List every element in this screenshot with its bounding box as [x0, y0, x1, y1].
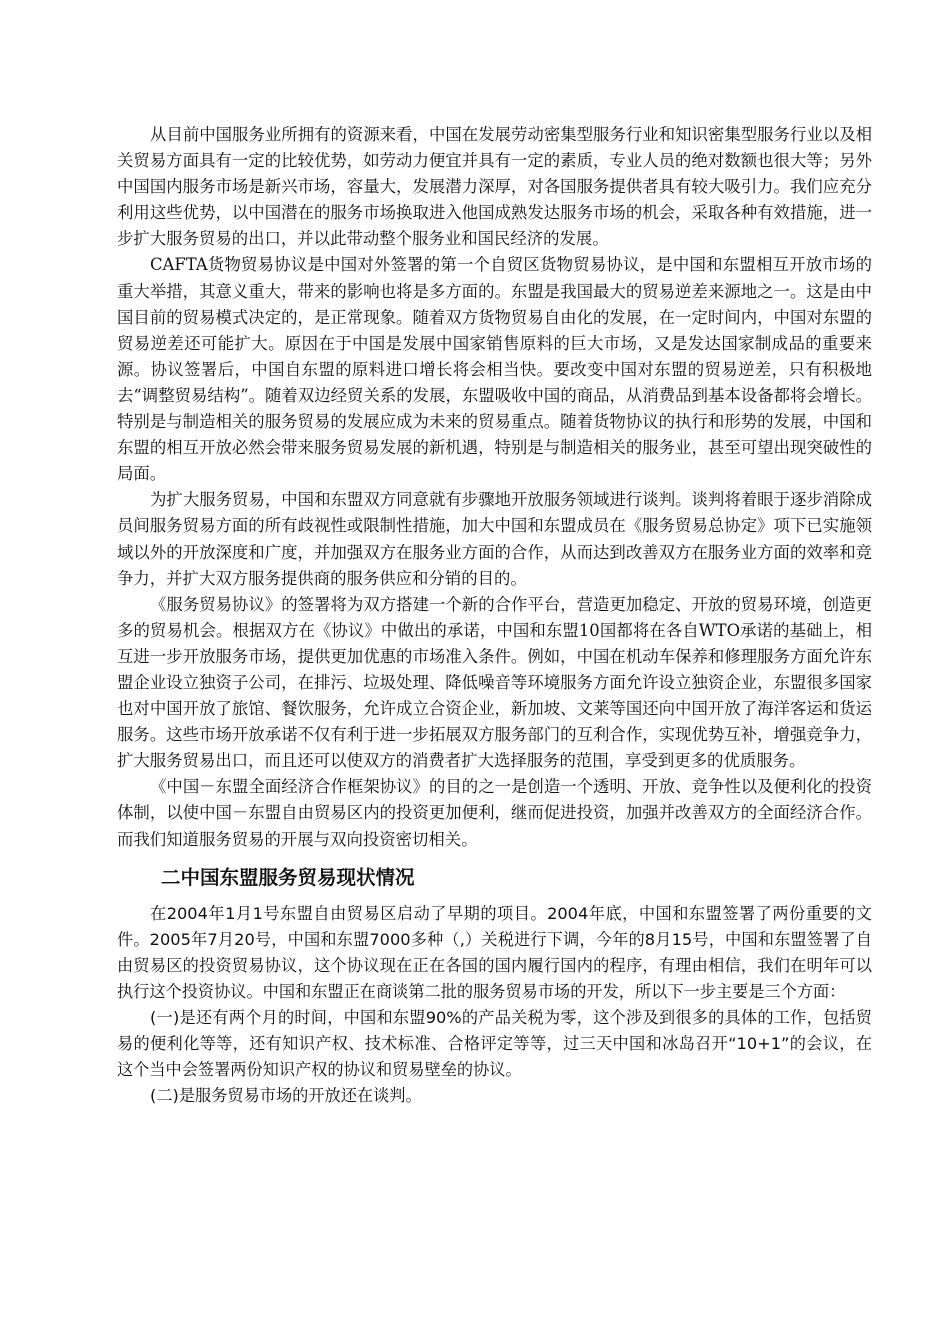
- paragraph-service-trade-agreement: 《服务贸易协议》的签署将为双方搭建一个新的合作平台，营造更加稳定、开放的贸易环境，创造更多的贸易机会。根据双方在《协议》中做出的承诺，中国和东盟10国都将在各自WTO承诺的基础上，相互进一步开放服务市场，提供更加优惠的市场准入条件。例如，中国在机动车保养和修理服务方面允许东盟企业设立独资子公司，在排污、垃圾处理、降低噪音等环境服务方面允许设立独资企业，东盟很多国家也对中国开放了旅馆、餐饮服务，允许成立合资企业，新加坡、文莱等国还向中国开放了海洋客运和货运服务。这些市场开放承诺不仅有利于进一步拓展双方服务部门的互利合作，实现优势互补，增强竞争力，扩大服务贸易出口，而且还可以使双方的消费者扩大选择服务的范围，享受到更多的优质服务。: [117, 594, 872, 771]
- paragraph-point-one: (一)是还有两个月的时间，中国和东盟90%的产品关税为零，这个涉及到很多的具体的工作，包括贸易的便利化等等，还有知识产权、技术标准、合格评定等等，过三天中国和冰岛召开“10+1”的会议，在这个当中会签署两份知识产权的协议和贸易壁垒的协议。: [117, 1008, 872, 1080]
- paragraph-service-negotiation: 为扩大服务贸易，中国和东盟双方同意就有步骤地开放服务领域进行谈判。谈判将着眼于逐步消除成员间服务贸易方面的所有歧视性或限制性措施，加大中国和东盟成员在《服务贸易总协定》项下已实施领域以外的开放深度和广度，并加强双方在服务业方面的合作，从而达到改善双方在服务业方面的效率和竞争力，并扩大双方服务提供商的服务供应和分销的目的。: [117, 490, 872, 588]
- paragraph-cafta-goods-agreement: CAFTA货物贸易协议是中国对外签署的第一个自贸区货物贸易协议，是中国和东盟相互开放市场的重大举措，其意义重大，带来的影响也将是多方面的。东盟是我国最大的贸易逆差来源地之一。这是由中国目前的贸易模式决定的，是正常现象。随着双方货物贸易自由化的发展，在一定时间内，中国对东盟的贸易逆差还可能扩大。原因在于中国是发展中国家销售原料的巨大市场，又是发达国家制成品的重要来源。协议签署后，中国自东盟的原料进口增长将会相当快。要改变中国对东盟的贸易逆差，只有积极地去“调整贸易结构”。随着双边经贸关系的发展，东盟吸收中国的商品，从消费品到基本设备都将会增长。特别是与制造相关的服务贸易的发展应成为未来的贸易重点。随着货物协议的执行和形势的发展，中国和东盟的相互开放必然会带来服务贸易发展的新机遇，特别是与制造相关的服务业，甚至可望出现突破性的局面。: [117, 255, 872, 484]
- paragraph-framework-agreement: 《中国－东盟全面经济合作框架协议》的目的之一是创造一个透明、开放、竞争性以及便利化的投资体制，以使中国－东盟自由贸易区内的投资更加便利，继而促进投资，加强并改善双方的全面经济合作。而我们知道服务贸易的开展与双向投资密切相关。: [117, 777, 872, 849]
- paragraph-current-status: 在2004年1月1号东盟自由贸易区启动了早期的项目。2004年底，中国和东盟签署了两份重要的文件。2005年7月20号，中国和东盟7000多种（,）关税进行下调，今年的8月15号，中国和东盟签署了自由贸易区的投资贸易协议，这个协议现在正在各国的国内履行国内的程序，有理由相信，我们在明年可以执行这个投资协议。中国和东盟正在商谈第二批的服务贸易市场的开发，所以下一步主要是三个方面：: [117, 903, 872, 1001]
- document-body: [117, 122, 872, 1109]
- paragraph-service-resources: 从目前中国服务业所拥有的资源来看，中国在发展劳动密集型服务行业和知识密集型服务行业以及相关贸易方面具有一定的比较优势，如劳动力便宜并具有一定的素质，专业人员的绝对数额也很大等；另外中国国内服务市场是新兴市场，容量大，发展潜力深厚，对各国服务提供者具有较大吸引力。我们应充分利用这些优势，以中国潜在的服务市场换取进入他国成熟发达服务市场的机会，采取各种有效措施，进一步扩大服务贸易的出口，并以此带动整个服务业和国民经济的发展。: [117, 125, 872, 249]
- paragraph-point-two: (二)是服务贸易市场的开放还在谈判。: [150, 1086, 422, 1106]
- section-heading: 二中国东盟服务贸易现状情况: [161, 865, 415, 889]
